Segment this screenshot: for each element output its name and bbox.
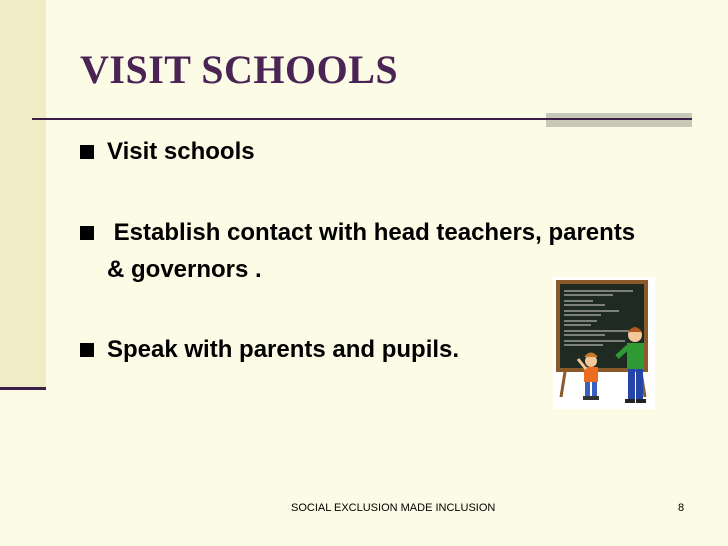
bullet-text: Speak with parents and pupils. bbox=[107, 336, 460, 363]
bullet-text: Establish contact with head teachers, parents & governors . bbox=[107, 219, 642, 283]
page-number: 8 bbox=[678, 502, 685, 514]
bullet-square-icon bbox=[80, 343, 94, 357]
bullet-text: Visit schools bbox=[107, 138, 255, 165]
footer-text: SOCIAL EXCLUSION MADE INCLUSION bbox=[291, 502, 496, 514]
bullet-square-icon bbox=[80, 226, 94, 240]
left-decorative-bar bbox=[0, 0, 46, 389]
bullet-square-icon bbox=[80, 145, 94, 159]
left-bar-underline bbox=[0, 387, 46, 390]
teacher-blackboard-clipart bbox=[553, 277, 655, 409]
bullet-item bbox=[80, 133, 640, 170]
slide-title: VISIT SCHOOLS bbox=[80, 47, 399, 92]
title-divider-accent bbox=[546, 113, 692, 127]
